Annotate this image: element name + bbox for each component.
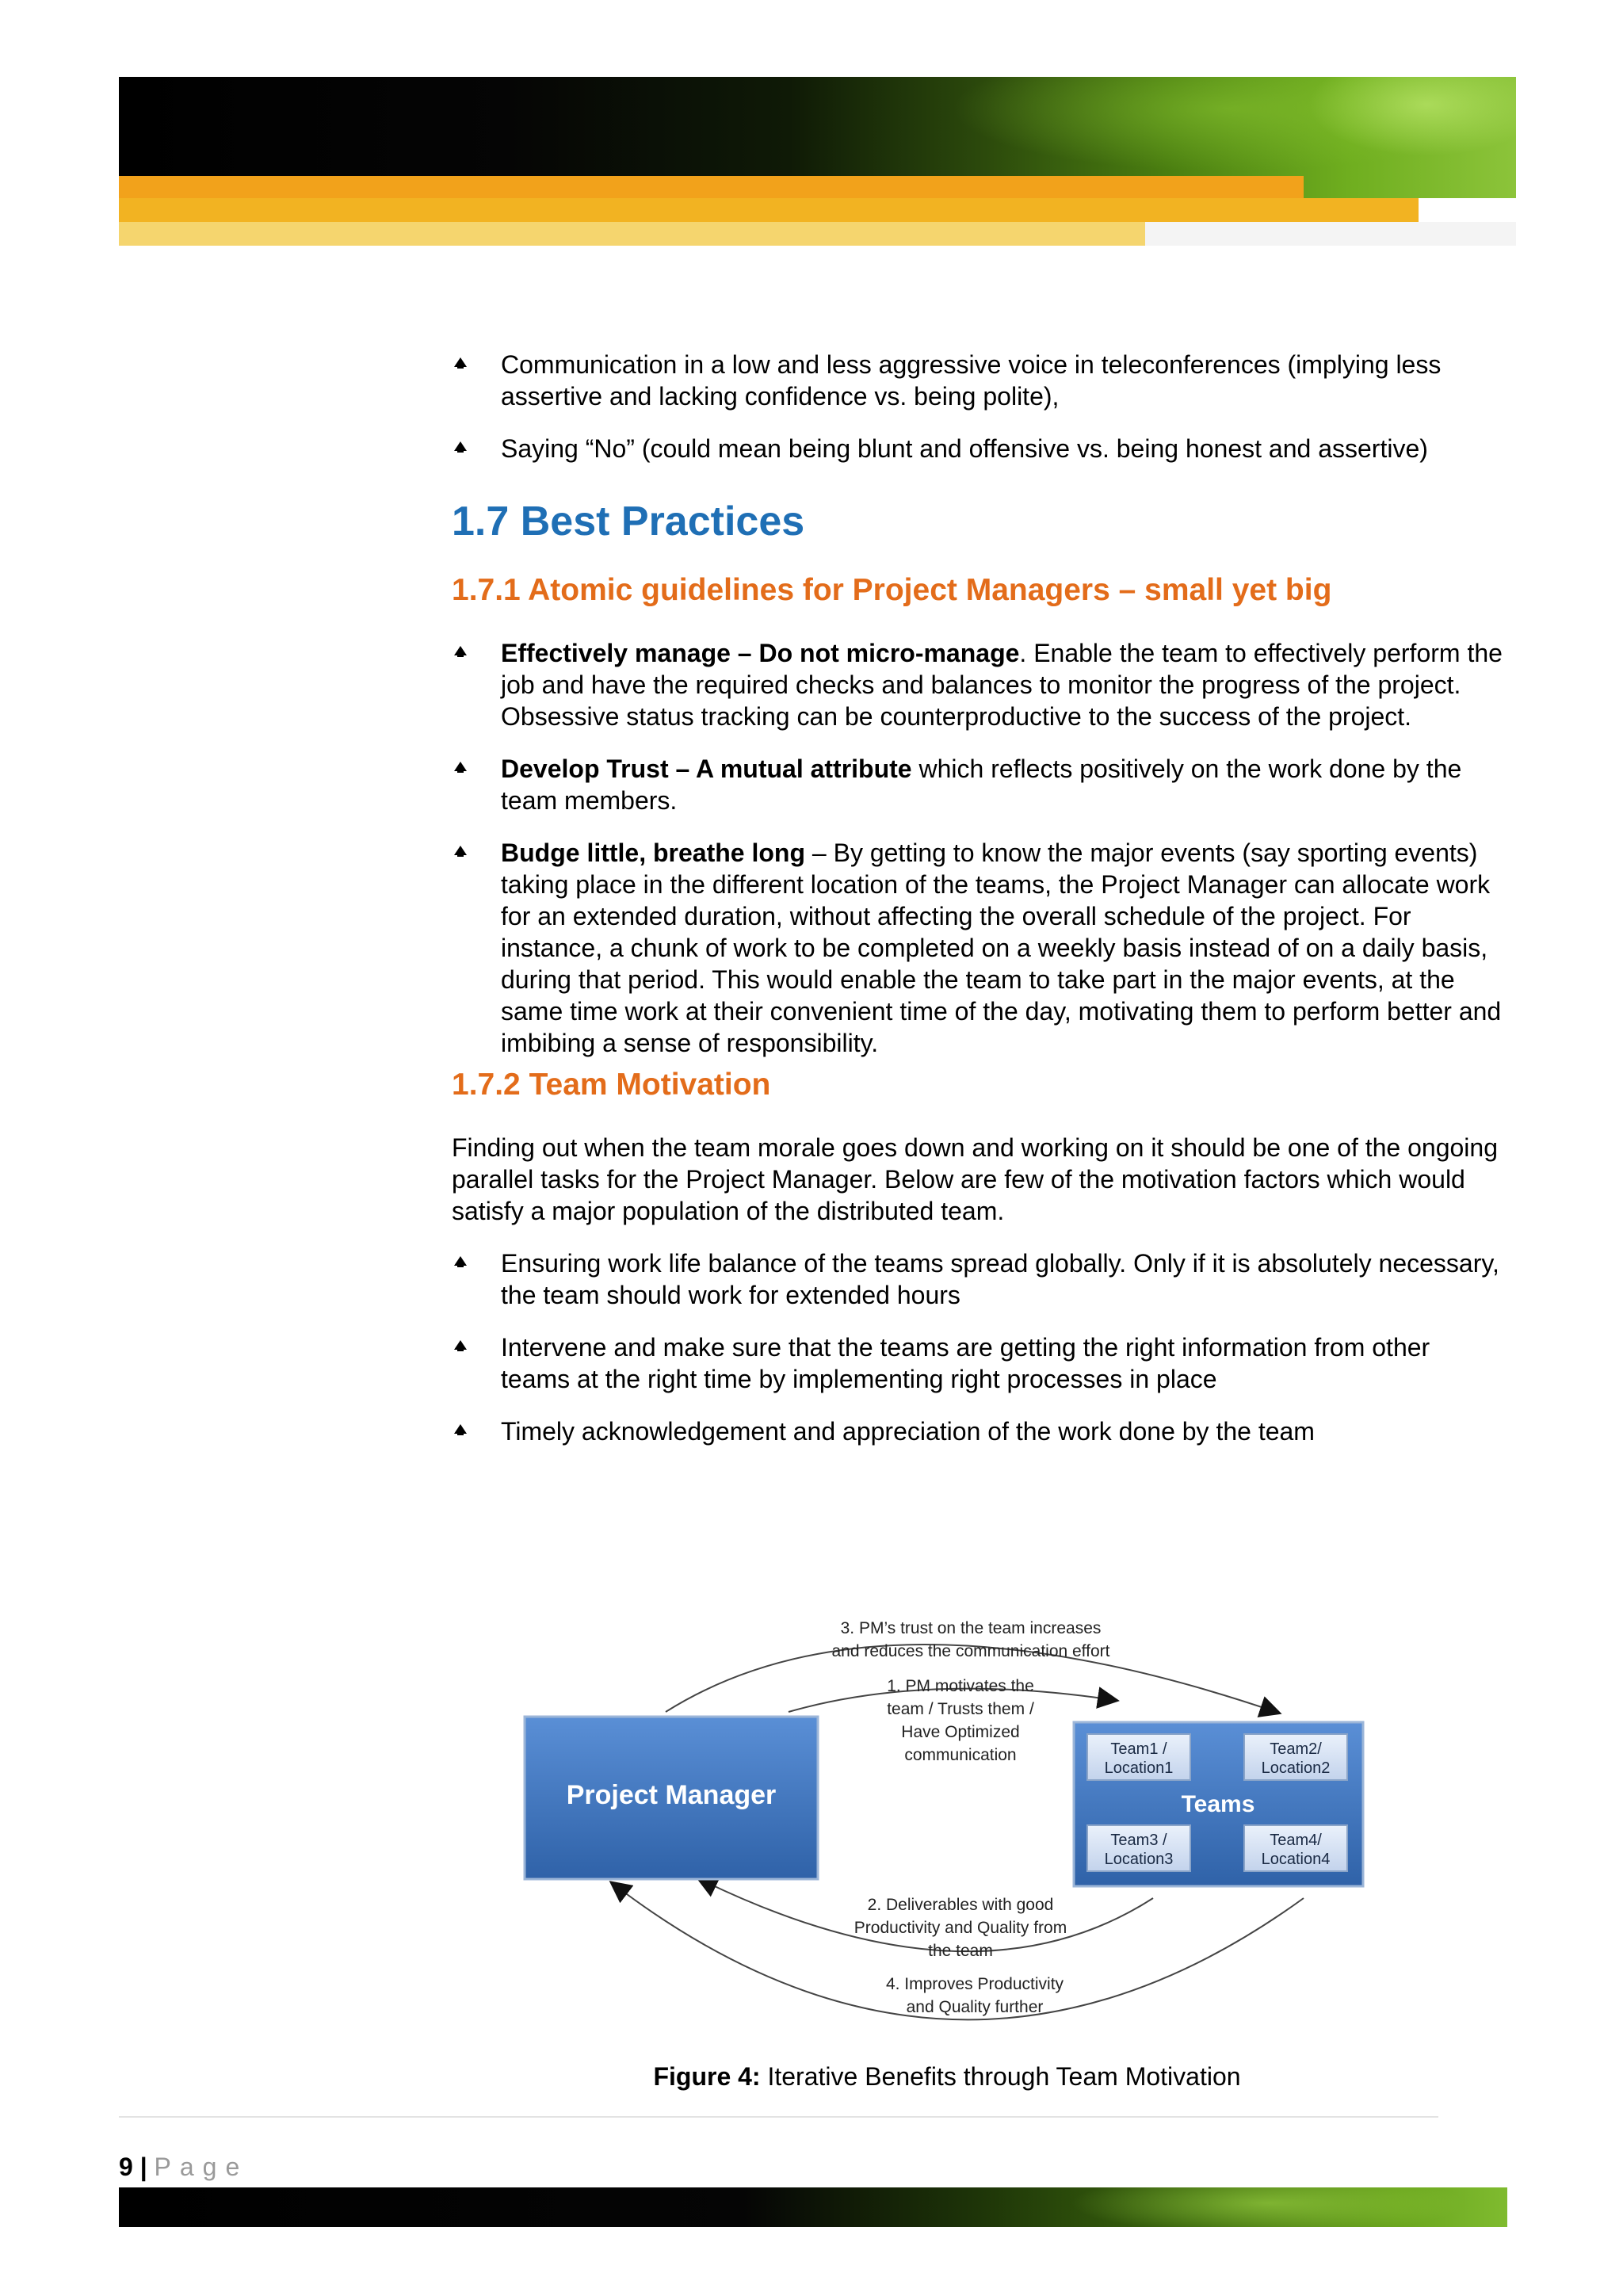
list-item: Timely acknowledgement and appreciation of the work done by the team (452, 1415, 1506, 1447)
list-item: Saying “No” (could mean being blunt and offensive vs. being honest and assertive) (452, 433, 1506, 464)
figure-caption: Figure 4: Iterative Benefits through Team Motivation (653, 2062, 1241, 2091)
team-location: Location4 (1261, 1851, 1331, 1868)
team-location: Location3 (1104, 1851, 1174, 1868)
subsection-heading: 1.7.1 Atomic guidelines for Project Managers – small yet big (452, 573, 1332, 607)
list-item: Develop Trust – A mutual attribute which reflects positively on the work done by the team members. (452, 753, 1506, 816)
diagram-label-2: Productivity and Quality from (854, 1919, 1067, 1937)
teams-label: Teams (1181, 1791, 1255, 1817)
header-stripe (119, 222, 1145, 246)
page-number: 9 | Page (119, 2153, 249, 2181)
diagram-label-1: Have Optimized (901, 1723, 1020, 1741)
footer-banner (119, 2187, 1507, 2227)
list-item: Intervene and make sure that the teams are getting the right information from other teams at the right time by implementing right processes in place (452, 1331, 1506, 1395)
diagram-label-2: the team (928, 1942, 993, 1960)
header-stripe (119, 176, 1304, 198)
intro-bullet-list (452, 349, 1506, 464)
project-manager-label: Project Manager (566, 1780, 777, 1810)
team-label: Team4/ (1270, 1832, 1322, 1849)
diagram-label-4: 4. Improves Productivity (885, 1975, 1064, 1993)
subsection-heading: 1.7.2 Team Motivation (452, 1068, 771, 1102)
team-motivation-diagram (515, 1593, 1379, 2037)
team-label: Team1 / (1110, 1740, 1167, 1758)
list-item: Ensuring work life balance of the teams spread globally. Only if it is absolutely necessary, the team should work for extended hours (452, 1247, 1506, 1311)
footer-divider (119, 2116, 1438, 2118)
diagram-label-1: communication (904, 1746, 1017, 1764)
team-location: Location2 (1261, 1759, 1331, 1777)
diagram-label-1: 1. PM motivates the (887, 1677, 1034, 1695)
arc-2 (701, 1880, 1153, 1951)
motivation-bullet-list (452, 1247, 1506, 1447)
diagram-label-3: 3. PM’s trust on the team increases (840, 1619, 1102, 1637)
diagram-label-3: and reduces the communication effort (831, 1642, 1110, 1660)
team-location: Location1 (1104, 1759, 1174, 1777)
section-heading: 1.7 Best Practices (452, 499, 805, 544)
diagram-label-1: team / Trusts them / (887, 1700, 1034, 1718)
list-item: Budge little, breathe long – By getting to know the major events (say sporting events) taking place in the different location of the teams, the Project Manager can allocate work for an extended duration, without affecting the overall schedule of the project. For instance, a chunk of work to be completed on a weekly basis instead of on a daily basis, during that period. This would enable the team to take part in the major events, at the same time work at their convenient time of the day, motivating them to perform better and imbibing a sense of responsibility. (452, 837, 1506, 1059)
team-label: Team3 / (1110, 1832, 1167, 1849)
header-stripe (119, 198, 1419, 222)
page-content (452, 349, 1506, 1468)
paragraph: Finding out when the team morale goes down and working on it should be one of the ongoing parallel tasks for the Project Manager. Below are few of the motivation factors which would satisfy a major population of the distributed team. (452, 1133, 1498, 1225)
diagram-label-2: 2. Deliverables with good (867, 1896, 1054, 1914)
diagram-label-4: and Quality further (906, 1998, 1044, 2016)
guidelines-bullet-list (452, 637, 1506, 1059)
list-item: Communication in a low and less aggressive voice in teleconferences (implying less assertive and lacking confidence vs. being polite), (452, 349, 1506, 412)
list-item: Effectively manage – Do not micro-manage. Enable the team to effectively perform the job and have the required checks and balances to monitor the progress of the project. Obsessive status tracking can be counterproductive to the success of the project. (452, 637, 1506, 732)
team-label: Team2/ (1270, 1740, 1322, 1758)
